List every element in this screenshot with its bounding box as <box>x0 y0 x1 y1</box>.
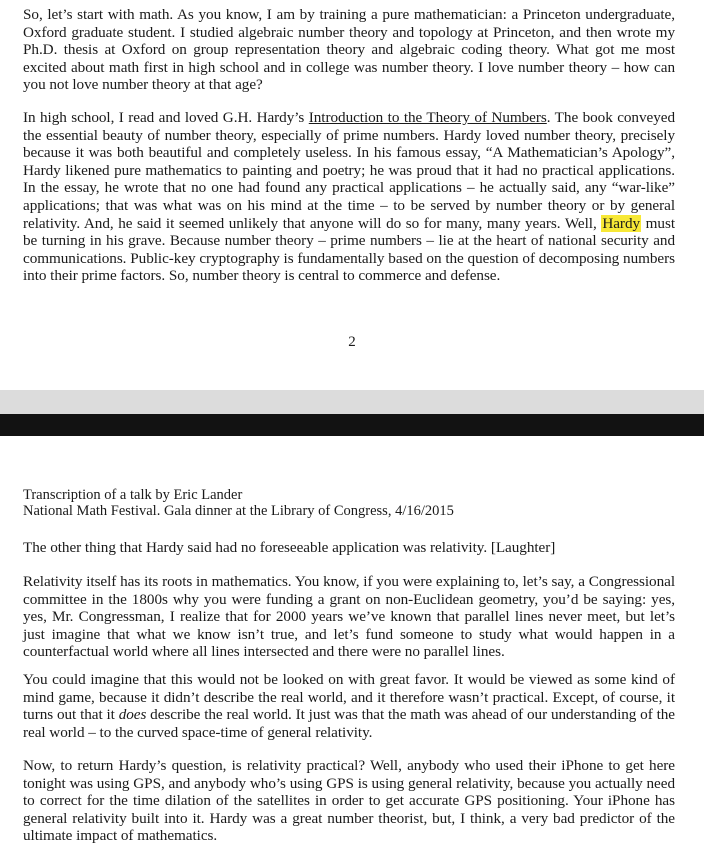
paragraph-relativity-intro: The other thing that Hardy said had no foreseeable application was relativity. [Laughter] <box>23 539 556 556</box>
page-number: 2 <box>348 334 356 350</box>
event-header: National Math Festival. Gala dinner at the Library of Congress, 4/16/2015 <box>23 503 454 519</box>
highlighted-word-hardy: Hardy <box>602 214 641 232</box>
paragraph-hardy-text-1: In high school, I read and loved G.H. Hardy’s <box>23 109 309 126</box>
paragraph-relativity-roots: Relativity itself has its roots in mathematics. You know, if you were explaining to, let’s say, a Congressional committee in the 1800s why you were funding a grant on non-Euclidean geometry, you’d be saying: yes, yes, Mr. Congressman, I realize that for 2000 years we’ve known that parallel lines never meet, but let’s just imagine that what we know isn’t true, and let’s fund someone to study what would happen in a counterfactual world where all lines intersected and there were no parallel lines. <box>23 573 675 661</box>
paragraph-math-intro: So, let’s start with math. As you know, I am by training a pure mathematician: a Princeton undergraduate, Oxford graduate student. I studied algebraic number theory and topology at Princeton, and then wrote my Ph.D. thesis at Oxford on group representation theory and algebraic coding theory. What got me most excited about math first in high school and in college was number theory. I love number theory – how can you not love number theory at that age? <box>23 6 675 94</box>
transcription-header: Transcription of a talk by Eric Lander <box>23 487 243 503</box>
page-gap <box>0 390 704 414</box>
paragraph-hardy-text-2: . The book conveyed the essential beauty of number theory, especially of prime numbers. Hardy loved number theory, precisely because it was both beautiful and completely useless. In his famous essay, “A Mathematician’s Apology”, Hardy likened pure mathematics to painting and poetry; he was proud that it had no practical applications. In the essay, he wrote that no one had found any practical applications – he actually said, any “war-like” applications; that was what was on his mind at the time – to be served by number theory or by general relativity. And, he said it seemed unlikely that anyone will do so for many, many years. Well, <box>23 109 675 232</box>
paragraph-gps: Now, to return Hardy’s question, is relativity practical? Well, anybody who used their iPhone to get here tonight was using GPS, and anybody who’s using GPS is using general relativity, because you actually need to correct for the time dilation of the satellites in order to get accurate GPS positioning. Your iPhone has general relativity built into it. Hardy was a great number theorist, but, I think, a very bad predictor of the ultimate impact of mathematics. <box>23 757 675 845</box>
paragraph-mind-game-text-1: You could imagine that this would not be looked on with great favor. It would be viewed as some kind of mind game, because it didn’t describe the real world, and it therefore wasn’t practical. Except, of course, it turns out that it <box>23 671 675 724</box>
emphasis-does: does <box>118 706 147 724</box>
document-page-top <box>0 0 704 390</box>
paragraph-mind-game <box>23 671 675 741</box>
paragraph-hardy-text-3: must be turning in his grave. Because number theory – prime numbers – lie at the heart of national security and communications. Public-key cryptography is fundamentally based on the question of decomposing numbers into their prime factors. So, number theory is central to commerce and defense. <box>23 214 675 285</box>
paragraph-mind-game-text-2: describe the real world. It just was that the math was ahead of our understanding of the real world – to the curved space-time of general relativity. <box>23 706 675 741</box>
paragraph-hardy <box>23 109 675 285</box>
book-title-underlined: Introduction to the Theory of Numbers <box>308 109 547 126</box>
page-divider-bar <box>0 414 704 436</box>
